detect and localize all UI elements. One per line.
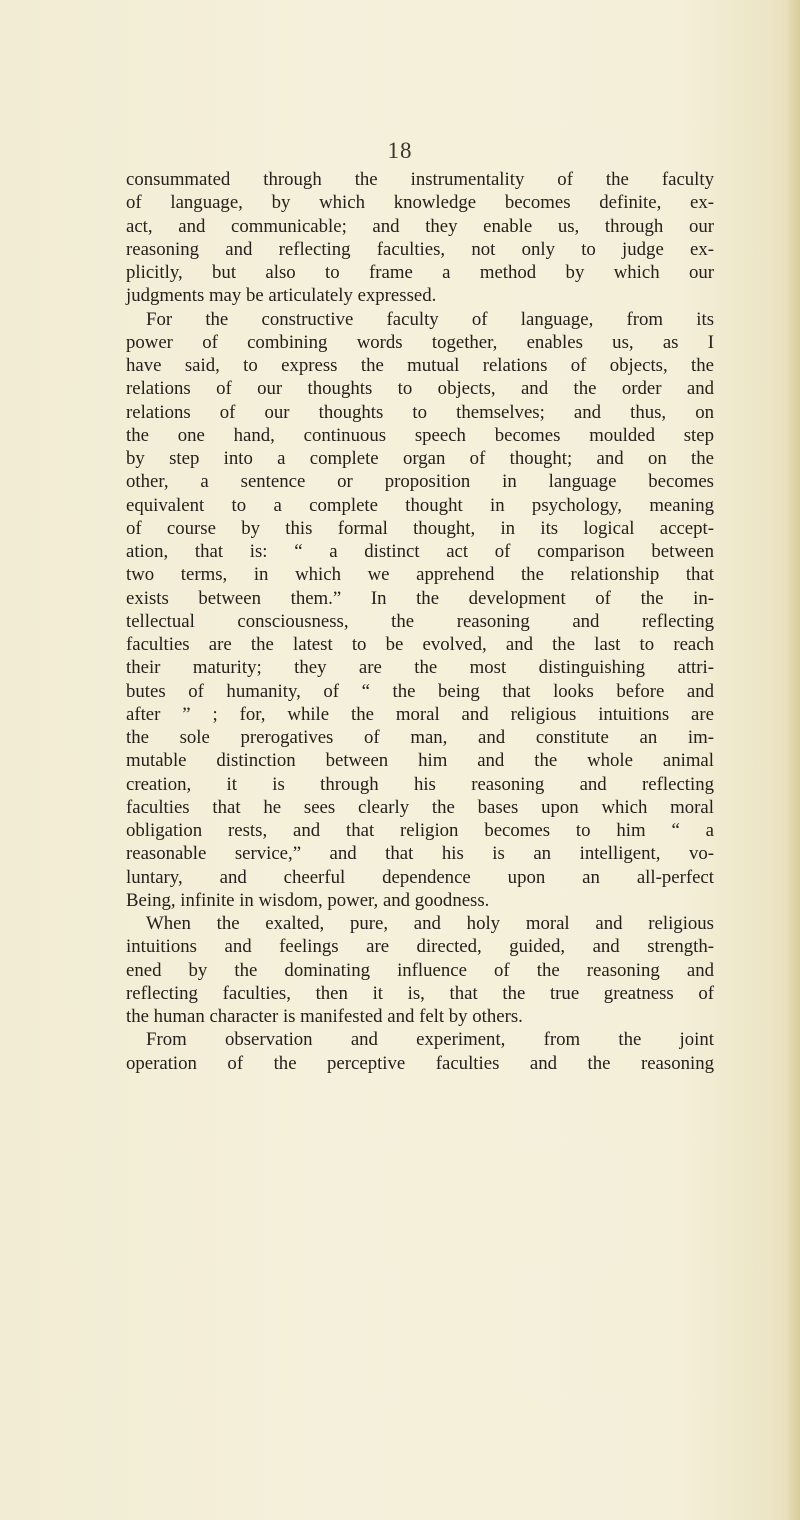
text-line: relations of our thoughts to objects, and the order and bbox=[126, 378, 714, 400]
text-line: When the exalted, pure, and holy moral and religious bbox=[146, 913, 714, 934]
text-line: relations of our thoughts to themselves; and thus, on bbox=[126, 401, 714, 423]
text-line: For the constructive faculty of language, from its bbox=[146, 308, 714, 330]
paragraph bbox=[126, 168, 714, 308]
text-line: luntary, and cheerful dependence upon an all-perfect bbox=[126, 866, 714, 888]
text-line: of course by this formal thought, in its logical accept- bbox=[126, 517, 714, 539]
page-number: 18 bbox=[387, 138, 413, 163]
text-line: reasoning and reflecting faculties, not only to judge ex- bbox=[126, 238, 714, 260]
text-line: reasonable service,” and that his is an intelligent, vo- bbox=[126, 843, 714, 865]
text-line: butes of humanity, of “ the being that looks before and bbox=[126, 680, 714, 702]
text-line: ened by the dominating influence of the reasoning and bbox=[126, 959, 714, 981]
text-line: of language, by which knowledge becomes definite, ex- bbox=[126, 192, 714, 214]
body-text bbox=[126, 168, 714, 1075]
text-line: mutable distinction between him and the whole animal bbox=[126, 750, 714, 772]
text-line: other, a sentence or proposition in language becomes bbox=[126, 471, 714, 493]
page-edge-shadow bbox=[786, 0, 800, 1520]
text-line: From observation and experiment, from the joint bbox=[146, 1029, 714, 1051]
text-line: two terms, in which we apprehend the relationship that bbox=[126, 564, 714, 586]
text-line: judgments may be articulately expressed. bbox=[126, 285, 437, 307]
text-line: faculties that he sees clearly the bases upon which moral bbox=[126, 796, 714, 818]
text-line: power of combining words together, enables us, as I bbox=[126, 331, 714, 353]
text-line: equivalent to a complete thought in psychology, meaning bbox=[126, 494, 714, 516]
text-line: exists between them.” In the development of the in- bbox=[126, 587, 714, 609]
paragraph bbox=[126, 912, 714, 1028]
text-line: Being, infinite in wisdom, power, and goodness. bbox=[126, 889, 490, 911]
paragraph bbox=[126, 1028, 714, 1075]
text-line: tellectual consciousness, the reasoning and reflecting bbox=[126, 610, 714, 632]
text-line: obligation rests, and that religion becomes to him “ a bbox=[126, 820, 714, 841]
text-line: operation of the perceptive faculties and the reasoning bbox=[126, 1052, 714, 1074]
text-line: consummated through the instrumentality of the faculty bbox=[126, 169, 714, 190]
text-line: the sole prerogatives of man, and constitute an im- bbox=[126, 727, 714, 748]
text-line: the one hand, continuous speech becomes moulded step bbox=[126, 424, 714, 446]
text-line: faculties are the latest to be evolved, and the last to reach bbox=[126, 634, 714, 655]
text-line: intuitions and feelings are directed, guided, and strength- bbox=[126, 936, 714, 958]
text-line: reflecting faculties, then it is, that the true greatness of bbox=[126, 982, 714, 1004]
text-line: ation, that is: “ a distinct act of comparison between bbox=[126, 541, 714, 562]
text-line: plicitly, but also to frame a method by which our bbox=[126, 262, 714, 283]
text-line: act, and communicable; and they enable us, through our bbox=[126, 215, 714, 237]
text-line: their maturity; they are the most distinguishing attri- bbox=[126, 657, 714, 679]
text-line: by step into a complete organ of thought; and on the bbox=[126, 448, 714, 469]
paragraph bbox=[126, 308, 714, 913]
text-line: the human character is manifested and felt by others. bbox=[126, 1006, 523, 1027]
text-line: have said, to express the mutual relations of objects, the bbox=[126, 355, 714, 376]
text-line: creation, it is through his reasoning and reflecting bbox=[126, 773, 714, 795]
text-line: after ” ; for, while the moral and religious intuitions are bbox=[126, 703, 714, 725]
